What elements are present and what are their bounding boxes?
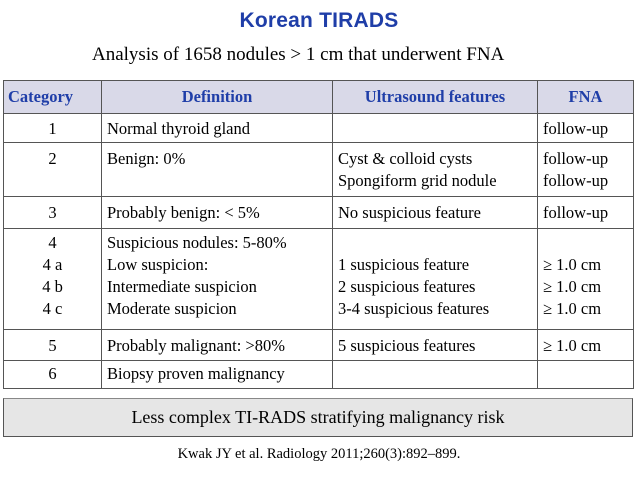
citation: Kwak JY et al. Radiology 2011;260(3):892–899. bbox=[177, 446, 461, 462]
fna-cell bbox=[538, 114, 634, 143]
ultrasound-cell bbox=[333, 330, 538, 361]
ultrasound-value: No suspicious feature bbox=[338, 203, 481, 222]
definition-value: Normal thyroid gland bbox=[107, 119, 250, 138]
table-row bbox=[4, 143, 634, 197]
ultrasound-value: Spongiform grid nodule bbox=[338, 171, 497, 190]
slide-title: Korean TIRADS bbox=[239, 9, 399, 32]
definition-cell bbox=[102, 114, 333, 143]
fna-value: ≥ 1.0 cm bbox=[543, 336, 602, 355]
category-value: 6 bbox=[48, 364, 57, 383]
category-value: 4 bbox=[48, 233, 57, 252]
header-ultrasound-features: Ultrasound features bbox=[333, 81, 538, 114]
fna-cell bbox=[538, 330, 634, 361]
category-cell bbox=[4, 361, 102, 389]
fna-value: follow-up bbox=[543, 203, 609, 222]
category-cell bbox=[4, 114, 102, 143]
ultrasound-cell bbox=[333, 114, 538, 143]
category-value: 2 bbox=[48, 149, 57, 168]
category-value: 4 a bbox=[42, 255, 63, 274]
category-cell bbox=[4, 330, 102, 361]
definition-value: Low suspicion: bbox=[107, 255, 209, 274]
fna-value: ≥ 1.0 cm bbox=[543, 255, 602, 274]
fna-value: follow-up bbox=[543, 171, 609, 190]
table-row bbox=[4, 197, 634, 229]
category-value: 5 bbox=[48, 336, 57, 355]
fna-cell bbox=[538, 143, 634, 197]
definition-value: Benign: 0% bbox=[107, 149, 186, 168]
tirads-table bbox=[3, 80, 634, 389]
table-header-row bbox=[4, 81, 634, 114]
ultrasound-value: 2 suspicious features bbox=[338, 277, 476, 296]
table-row bbox=[4, 114, 634, 143]
definition-cell bbox=[102, 143, 333, 197]
category-value: 4 b bbox=[42, 277, 63, 296]
table-row bbox=[4, 229, 634, 330]
fna-value: ≥ 1.0 cm bbox=[543, 277, 602, 296]
header-definition: Definition bbox=[102, 81, 333, 114]
definition-cell bbox=[102, 229, 333, 330]
category-value: 1 bbox=[48, 119, 57, 138]
definition-value: Intermediate suspicion bbox=[107, 277, 257, 296]
slide-subtitle: Analysis of 1658 nodules > 1 cm that underwent FNA bbox=[92, 44, 505, 65]
ultrasound-cell bbox=[333, 229, 538, 330]
fna-cell bbox=[538, 197, 634, 229]
ultrasound-cell bbox=[333, 197, 538, 229]
header-category: Category bbox=[4, 81, 102, 114]
ultrasound-cell bbox=[333, 143, 538, 197]
category-cell bbox=[4, 143, 102, 197]
ultrasound-value: 1 suspicious feature bbox=[338, 255, 470, 274]
definition-value: Suspicious nodules: 5-80% bbox=[107, 233, 287, 252]
category-value: 3 bbox=[48, 203, 57, 222]
category-cell bbox=[4, 229, 102, 330]
fna-value: follow-up bbox=[543, 149, 609, 168]
definition-cell bbox=[102, 361, 333, 389]
ultrasound-value: Cyst & colloid cysts bbox=[338, 149, 473, 168]
definition-cell bbox=[102, 330, 333, 361]
fna-value: follow-up bbox=[543, 119, 609, 138]
ultrasound-value: 3-4 suspicious features bbox=[338, 299, 490, 318]
fna-value: ≥ 1.0 cm bbox=[543, 299, 602, 318]
table-row bbox=[4, 330, 634, 361]
definition-value: Probably malignant: >80% bbox=[107, 336, 285, 355]
definition-value: Biopsy proven malignancy bbox=[107, 364, 285, 383]
fna-cell bbox=[538, 229, 634, 330]
category-cell bbox=[4, 197, 102, 229]
definition-value: Moderate suspicion bbox=[107, 299, 237, 318]
summary-banner: Less complex TI-RADS stratifying malignancy risk bbox=[3, 398, 633, 437]
definition-cell bbox=[102, 197, 333, 229]
ultrasound-value: 5 suspicious features bbox=[338, 336, 476, 355]
table-row bbox=[4, 361, 634, 389]
ultrasound-spacer bbox=[338, 232, 532, 254]
category-value: 4 c bbox=[42, 299, 63, 318]
header-fna: FNA bbox=[538, 81, 634, 114]
fna-spacer bbox=[543, 232, 628, 254]
fna-cell bbox=[538, 361, 634, 389]
definition-value: Probably benign: < 5% bbox=[107, 203, 260, 222]
ultrasound-cell bbox=[333, 361, 538, 389]
